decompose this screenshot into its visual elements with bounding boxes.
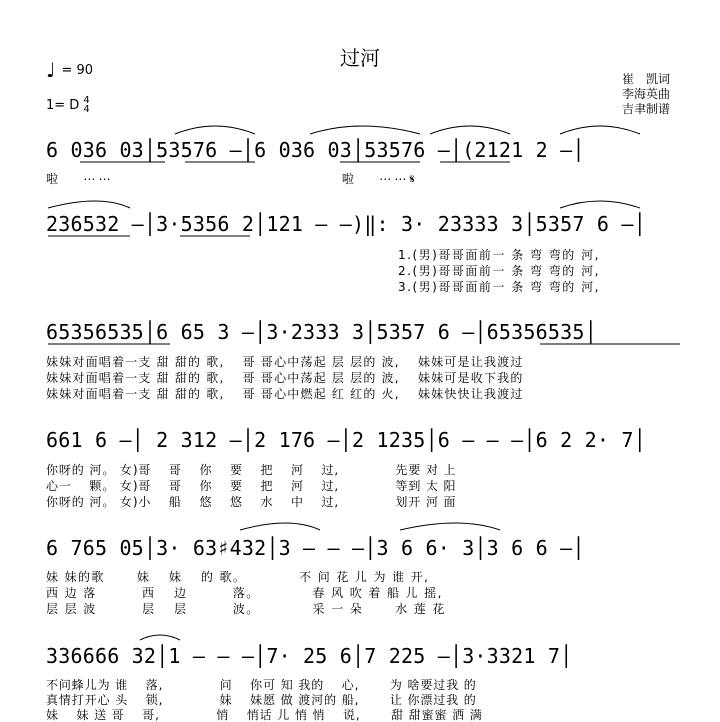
- time-bottom: 4: [83, 104, 90, 115]
- lyrics-row-3-v2: 妹妹对面唱着一支 甜 甜的 歌, 哥 哥心中荡起 层 层的 波, 妹妹可是收下我的: [46, 371, 524, 385]
- tempo-value: = 90: [61, 62, 94, 78]
- slur-arc: [430, 126, 510, 134]
- lyrics-row-5-v3: 层 层 波 层 层 波。 采 一 朵 水 莲 花: [46, 602, 446, 616]
- slur-arc: [48, 201, 130, 208]
- arranger: 吉聿制谱: [622, 102, 671, 116]
- song-title: 过河: [340, 46, 380, 70]
- slur-arc: [175, 126, 255, 134]
- slur-arc: [140, 635, 180, 640]
- lyrics-row-5-v2: 西 边 落 西 边 落。 春 风 吹 着 船 儿 摇,: [46, 586, 443, 600]
- credits: [622, 72, 670, 117]
- lyrics-row-3-v3: 妹妹对面唱着一支 甜 甜的 歌, 哥 哥心中燃起 红 红的 火, 妹妹快快让我渡过: [46, 387, 524, 401]
- notation-row-6: 336666 32│1 — — —│7· 25 6│7 225 —│3·3321 7│: [46, 644, 573, 668]
- slur-arc: [560, 126, 640, 134]
- key-label: 1= D: [46, 97, 80, 113]
- lyrics-row-6-v3: 妹 妹 送 哥 哥, 悄 悄话 儿 悄 悄 说, 甜 甜蜜蜜 洒 满: [46, 708, 483, 722]
- lyrics-row-6-v1: 不问蜂儿为 谁 落, 问 你可 知 我的 心, 为 啥要过我 的: [46, 678, 477, 692]
- slur-arc: [310, 126, 420, 134]
- notation-row-1: 6 036 03│53576 —│6 036 03│53576 —│(2121 2 —│: [46, 138, 585, 162]
- lyricist: 崔 凯词: [622, 72, 671, 86]
- time-top: 4: [83, 95, 90, 106]
- lyrics-row-4-v3: 你呀的 河。 女)小 船 悠 悠 水 中 过, 划开 河 面: [46, 495, 457, 509]
- notation-row-4: 661 6 —│ 2 312 —│2 176 —│2 1235│6 — — —│6 2 2· 7│: [46, 428, 646, 452]
- lyrics-row-3-v1: 妹妹对面唱着一支 甜 甜的 歌, 哥 哥心中荡起 层 层的 波, 妹妹可是让我渡过: [46, 355, 524, 369]
- time-signature: [83, 96, 89, 114]
- composer: 李海英曲: [622, 87, 671, 101]
- lyrics-row-4-v2: 心一 颗。 女)哥 哥 你 要 把 河 过, 等到 太 阳: [46, 479, 457, 493]
- notation-row-2: 236532 —│3·5356 2│121 — —)‖: 3· 23333 3│5357 6 —│: [46, 212, 646, 236]
- lyrics-row-2-v3: 3.(男)哥哥面前一 条 弯 弯的 河,: [398, 280, 600, 294]
- lyrics-row-2-v2: 2.(男)哥哥面前一 条 弯 弯的 河,: [398, 264, 600, 278]
- lyrics-row-1-v1: 啦 ⋯⋯ 啦 ⋯⋯𝄋: [46, 172, 418, 186]
- quarter-note-icon: ♩: [46, 58, 56, 82]
- tempo-marking: [46, 58, 93, 82]
- lyrics-row-4-v1: 你呀的 河。 女)哥 哥 你 要 把 河 过, 先要 对 上: [46, 463, 457, 477]
- slur-arc: [400, 523, 500, 530]
- notation-row-5: 6 765 05│3· 63♯432│3 — — —│3 6 6· 3│3 6 6 —│: [46, 536, 585, 560]
- slur-arc: [240, 523, 320, 530]
- lyrics-row-2-v1: 1.(男)哥哥面前一 条 弯 弯的 河,: [398, 248, 600, 262]
- lyrics-row-5-v1: 妹 妹的歌 妹 妹 的 歌。 不 问 花 儿 为 谁 开,: [46, 570, 430, 584]
- key-signature: [46, 96, 90, 114]
- lyrics-row-6-v2: 真情打开心 头 锁, 妹 妹愿 做 渡河的 船, 让 你漂过我 的: [46, 693, 477, 707]
- notation-row-3: 65356535│6 65 3 —│3·2333 3│5357 6 —│65356535│: [46, 320, 597, 344]
- slur-arc: [560, 201, 640, 208]
